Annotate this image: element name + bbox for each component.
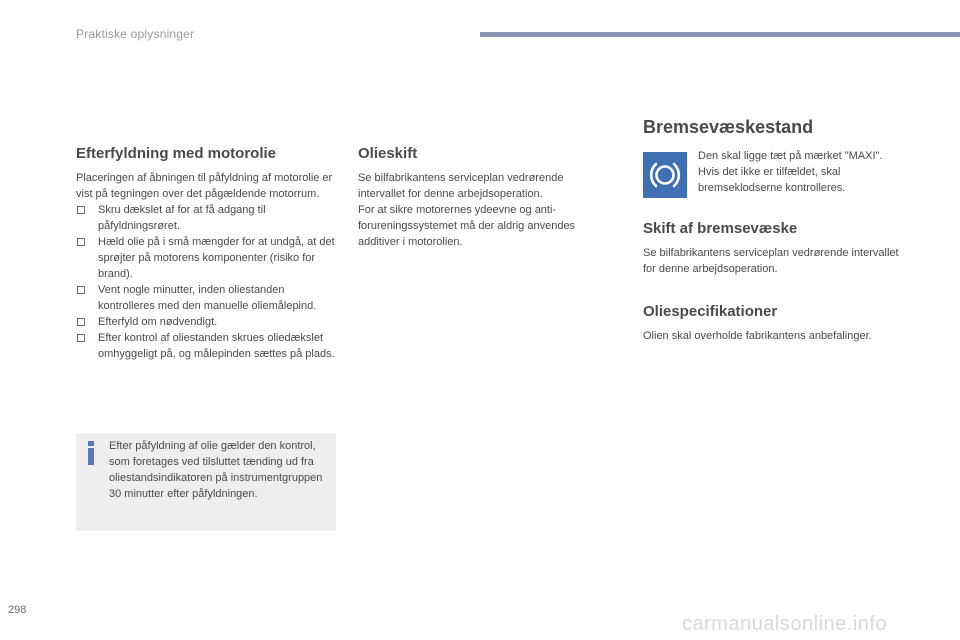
oil-topup-heading: Efterfyldning med motorolie bbox=[76, 145, 277, 162]
watermark: carmanualsonline.info bbox=[682, 613, 888, 635]
oil-topup-steps bbox=[76, 202, 341, 362]
list-item: Skru dækslet af for at få adgang til påfyldningsrøret. bbox=[76, 202, 341, 234]
oil-change-text-1: Se bilfabrikantens serviceplan vedrørende intervallet for denne arbejdsoperation. bbox=[358, 172, 564, 200]
brake-warning-row bbox=[643, 148, 913, 198]
info-icon bbox=[86, 441, 96, 465]
brake-warning-text: Den skal ligge tæt på mærket "MAXI". Hvis det ikke er tilfældet, skal bremseklodserne kontrolleres. bbox=[698, 150, 883, 194]
brake-fluid-change-heading: Skift af bremsevæske bbox=[643, 220, 798, 237]
list-item: Vent nogle minutter, inden oliestanden kontrolleres med den manuelle oliemålepind. bbox=[76, 282, 341, 314]
brake-fluid-change-text: Se bilfabrikantens serviceplan vedrørende intervallet for denne arbejdsoperation. bbox=[643, 247, 899, 275]
right-column bbox=[643, 116, 913, 344]
oil-change-text-2: For at sikre motorernes ydeevne og anti-forureningssystemet må der aldrig anvendes additiver i motorolien. bbox=[358, 204, 576, 248]
info-text: Efter påfyldning af olie gælder den kontrol, som foretages ved tilsluttet tænding ud fra oliestandsindikatoren på instrumentgruppen 30 minutter efter påfyldningen. bbox=[109, 440, 323, 500]
page-number: 298 bbox=[8, 604, 27, 616]
left-column bbox=[76, 145, 341, 362]
list-item: Efterfyld om nødvendigt. bbox=[76, 314, 341, 330]
oil-topup-intro: Placeringen af åbningen til påfyldning af motorolie er vist på tegningen over det pågældende motorrum. bbox=[76, 172, 333, 200]
oil-spec-heading: Oliespecifikationer bbox=[643, 303, 778, 320]
middle-column bbox=[358, 145, 608, 250]
brake-warning-icon bbox=[643, 152, 687, 198]
list-item: Hæld olie på i små mængder for at undgå, at det sprøjter på motorens komponenter (risiko for brand). bbox=[76, 234, 341, 282]
list-item: Efter kontrol af oliestanden skrues oliedækslet omhyggeligt på, og målepinden sættes på plads. bbox=[76, 330, 341, 362]
page-header-title: Praktiske oplysninger bbox=[76, 27, 195, 41]
oil-spec-text: Olien skal overholde fabrikantens anbefalinger. bbox=[643, 330, 872, 342]
oil-change-heading: Olieskift bbox=[358, 145, 418, 162]
info-box bbox=[76, 433, 336, 531]
header-bar bbox=[480, 32, 960, 37]
brake-fluid-heading: Bremsevæskestand bbox=[643, 117, 814, 137]
